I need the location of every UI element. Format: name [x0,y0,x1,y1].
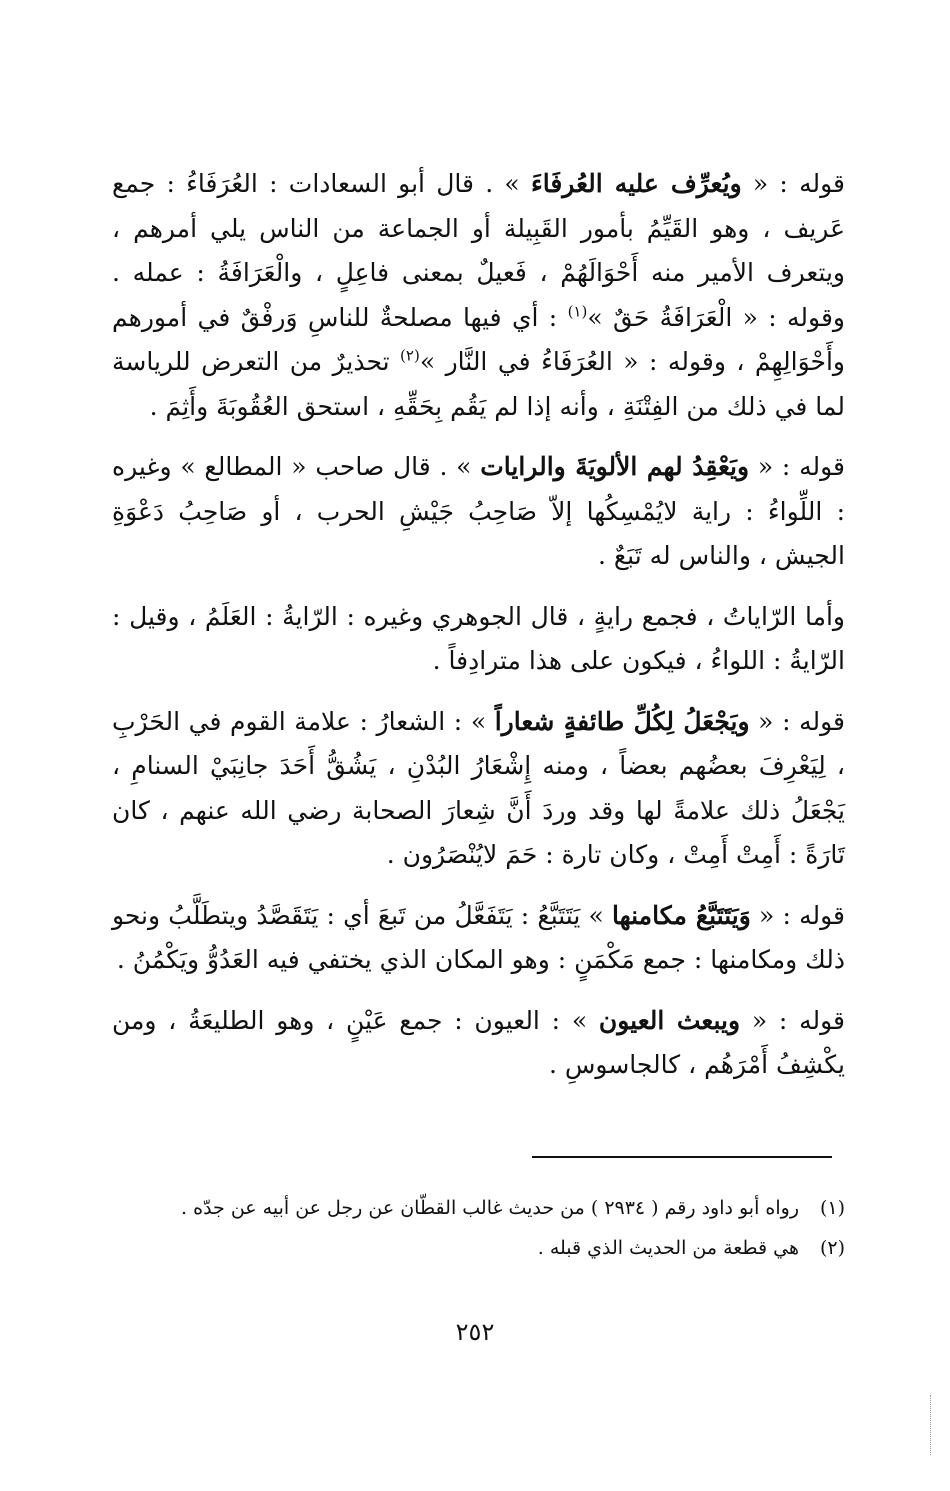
quoted-phrase: ويُعرِّف عليه العُرفَاءَ [530,169,742,198]
paragraph-makamin [112,894,845,983]
footnotes [112,1190,845,1270]
paragraph-urafa [112,162,845,429]
quoted-phrase: ويبعث العيون [598,1005,741,1035]
footnote-1 [112,1190,845,1226]
paragraph-body: » . قال صاحب « المطالع » وغيره : اللِّواءُ : راية لايُمْسِكُها إلاّ صَاحِبُ جَيْشِ الحرب ، أو صَاحِبُ دَعْوَةِ الجيش ، والناس له تَبَعٌ . [112,452,845,570]
paragraph-uyun [112,999,845,1088]
paragraph-alwiya [112,445,845,579]
footnote-text: رواه أبو داود رقم ( ٢٩٣٤ ) من حديث غالب القطّان عن رجل عن أبيه عن جدّه . [181,1197,799,1219]
paragraph-body: » يَتَتَبَّعُ : يَتَفَعَّلُ من تَبعَ أي : يَتَقَصَّدُ ويتطَلَّبُ ونحو ذلك ومكامنها : جمع مَكْمَنٍ : وهو المكان الذي يختفي فيه العَدُوُّ ويَكْمُنُ . [112,900,845,974]
quoted-phrase: ويَعْقِدُ لهم الألويَةَ والرايات [480,452,750,481]
paragraph-body: وأما الرّاياتُ ، فجمع رايةٍ ، قال الجوهري وغيره : الرّايةُ : العَلَمُ ، وقيل : الرّايةُ : اللواءُ ، فيكون على هذا مترادِفاً . [112,601,845,675]
paragraph-lead: قوله : « [741,169,845,198]
paragraph-lead: قوله : « [749,706,845,736]
paragraph-lead: قوله : « [750,900,845,930]
quoted-phrase: ويَجْعَلُ لِكُلِّ طائفةٍ شعاراً [494,706,750,736]
paragraph-body-3: تحذيرٌ من التعرض للرياسة لما في ذلك من الفِتْنَةِ ، وأنه إذا لم يَقُم بِحَقِّهِ ، استحق العُقُوبَةَ وأَثِمَ . [112,347,845,421]
footnote-separator [532,1156,832,1158]
page-number: ٢٥٢ [455,1318,495,1346]
footnote-ref-2: (٢) [400,346,420,365]
paragraph-body: » : العيون : جمع عَيْنٍ ، وهو الطليعَةُ ، ومن يكْشِفُ أَمْرَهُم ، كالجاسوسِ . [112,1005,845,1079]
footnote-number: (١) [819,1197,845,1219]
paragraph-lead: قوله : « [740,1005,845,1035]
paragraph-lead: قوله : « [749,452,845,481]
footnote-number: (٢) [819,1237,845,1259]
paragraph-body: » : الشعارُ : علامة القوم في الحَرْبِ ، لِيَعْرِفَ بعضُهم بعضاً ، ومنه إِشْعَارُ البُدْنِ ، يَشُقُّ أَحَدَ جانِبَيْ السنامِ ، يَجْعَلُ ذلك علامةً لها وقد وردَ أَنَّ شِعارَ الصحابة رضي الله عنهم ، كان تَارَةً : أَمِتْ أَمِتْ ، وكان تارة : حَمَ لايُنْصَرُون . [112,706,845,869]
footnote-2 [112,1230,845,1266]
paragraph-shiar [112,700,845,878]
quoted-phrase: وَيَتَتَبَّعُ مكامنها [612,900,751,930]
paragraph-body: » . قال أبو السعادات : العُرَفَاءُ : جمع عَريف ، وهو القَيِّمُ بأمور القَبِيلة أو الجماعة من الناس يلي أمرهم ، ويتعرف الأمير منه أَحْوَالَهُمْ ، فَعيلٌ بمعنى فاعِلٍ ، والْعَرَافَةُ : عمله . وقوله : « الْعَرَافَةُ حَقٌ » [112,169,845,332]
scan-edge-mark [930,1395,933,1455]
paragraph-body-2: : أي فيها مصلحةٌ للناسِ وَرفْقٌ في أمورهم وأَحْوَالِهِمْ ، وقوله : « العُرَفَاءُ في النَّار » [112,302,845,376]
paragraph-rayat [112,595,845,684]
footnote-text: هي قطعة من الحديث الذي قبله . [537,1237,799,1259]
footnote-ref-1: (١) [567,302,588,321]
main-text [112,162,845,1104]
